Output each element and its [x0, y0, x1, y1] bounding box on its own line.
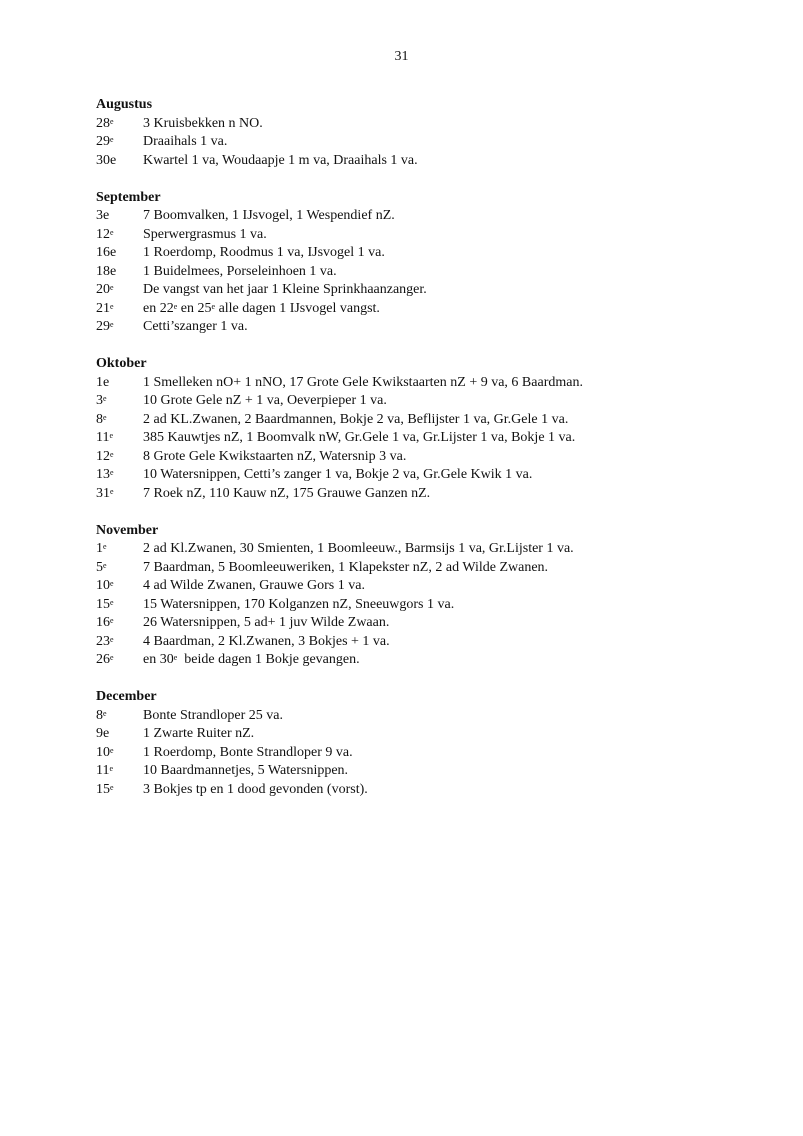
entry-text: 1 Roerdomp, Roodmus 1 va, IJsvogel 1 va. [143, 245, 385, 260]
entry-date [96, 374, 143, 393]
section-augustus [96, 96, 756, 170]
entry-text-suffix: e [211, 301, 216, 311]
log-entry [96, 133, 756, 152]
entry-day-suffix: e [110, 653, 114, 662]
entry-text: 1 Smelleken nO+ 1 nNO, 17 Grote Gele Kwikstaarten nZ + 9 va, 6 Baardman. [143, 374, 583, 390]
entry-day: 31 [96, 485, 110, 501]
entry-date [96, 596, 143, 615]
entry-date [96, 448, 143, 467]
entry-day: 18e [96, 263, 117, 279]
entry-text: 2 ad Kl.Zwanen, 30 Smienten, 1 Boomleeuw., Barmsijs 1 va, Gr.Lijster 1 va. [143, 541, 574, 556]
entry-day: 11 [96, 763, 110, 778]
section-title: September [96, 189, 161, 205]
log-entry [96, 244, 756, 263]
entry-text: Bonte Strandloper 25 va. [143, 707, 283, 723]
entry-day: 1 [96, 541, 103, 556]
entry-day-suffix: e [109, 431, 114, 440]
entry-date [96, 744, 143, 763]
entry-date [96, 651, 143, 670]
entry-date [96, 540, 143, 559]
entry-date [96, 226, 143, 245]
log-entry [96, 466, 756, 485]
entry-text: 1 Roerdomp, Bonte Strandloper 9 va. [143, 744, 353, 760]
entry-text [143, 651, 756, 670]
entry-day: 3e [96, 208, 110, 223]
entry-day: 15 [96, 781, 110, 797]
entry-day: 10 [96, 578, 110, 593]
entry-text-part: en 30 [143, 652, 174, 667]
entry-day-suffix: e [110, 579, 114, 588]
entry-text: 7 Boomvalken, 1 IJsvogel, 1 Wespendief nZ. [143, 208, 395, 223]
log-entry [96, 725, 756, 744]
entry-text-suffix: e [173, 301, 178, 311]
log-entry [96, 596, 756, 615]
entry-date [96, 281, 143, 300]
section-title: December [96, 689, 157, 704]
entry-day: 5 [96, 559, 103, 575]
entry-date [96, 614, 143, 633]
entry-day: 16 [96, 615, 110, 630]
entry-day: 16e [96, 245, 117, 260]
log-entry [96, 318, 756, 337]
log-entry [96, 744, 756, 763]
entry-text-part: en 25 [177, 300, 212, 316]
log-entry [96, 781, 756, 800]
entry-day-suffix: e [110, 320, 114, 329]
entry-day-suffix: e [103, 394, 107, 403]
entry-date [96, 152, 143, 171]
log-entry [96, 374, 756, 393]
entry-text: 4 Baardman, 2 Kl.Zwanen, 3 Bokjes + 1 va. [143, 633, 390, 649]
entry-day: 3 [96, 393, 103, 408]
log-entry [96, 429, 756, 448]
log-entry [96, 448, 756, 467]
entry-text: De vangst van het jaar 1 Kleine Sprinkhaanzanger. [143, 282, 427, 297]
entry-date [96, 633, 143, 652]
entry-day-suffix: e [110, 782, 114, 792]
entry-text: 10 Watersnippen, Cetti’s zanger 1 va, Bokje 2 va, Gr.Gele Kwik 1 va. [143, 467, 533, 482]
entry-text: 7 Roek nZ, 110 Kauw nZ, 175 Grauwe Ganzen nZ. [143, 485, 431, 501]
log-entry [96, 207, 756, 226]
entry-day: 29 [96, 134, 110, 149]
entry-day-suffix: e [110, 227, 114, 237]
log-entry [96, 707, 756, 726]
section-title: Oktober [96, 356, 147, 371]
entry-day: 13 [96, 467, 110, 482]
entry-date [96, 781, 143, 800]
entry-day-suffix: e [109, 764, 114, 773]
entry-date [96, 707, 143, 726]
entry-day: 20 [96, 282, 110, 297]
entry-text: 3 Kruisbekken n NO. [143, 115, 263, 131]
entry-text: 385 Kauwtjes nZ, 1 Boomvalk nW, Gr.Gele 1 va, Gr.Lijster 1 va, Bokje 1 va. [143, 430, 576, 445]
entry-day-suffix: e [110, 745, 114, 755]
entry-text-part: beide dagen 1 Bokje gevangen. [177, 652, 360, 667]
log-entry [96, 411, 756, 430]
section-title: Augustus [96, 97, 153, 112]
entry-text: 10 Grote Gele nZ + 1 va, Oeverpieper 1 va. [143, 393, 387, 408]
entry-date [96, 577, 143, 596]
entry-date [96, 115, 143, 134]
entry-date [96, 485, 143, 504]
document-body [96, 96, 756, 818]
entry-date [96, 429, 143, 448]
entry-text-suffix: e [173, 653, 178, 662]
entry-date [96, 318, 143, 337]
entry-text: 7 Baardman, 5 Boomleeuweriken, 1 Klapekster nZ, 2 ad Wilde Zwanen. [143, 559, 549, 575]
log-entry [96, 614, 756, 633]
entry-date [96, 466, 143, 485]
entry-day: 8 [96, 707, 103, 723]
log-entry [96, 115, 756, 134]
entry-day: 21 [96, 300, 110, 316]
entry-text: Sperwergrasmus 1 va. [143, 226, 267, 242]
entry-day-suffix: e [110, 283, 114, 292]
entry-day: 28 [96, 115, 110, 131]
entry-text: 1 Buidelmees, Porseleinhoen 1 va. [143, 263, 337, 279]
entry-text: Draaihals 1 va. [143, 134, 228, 149]
log-entry [96, 485, 756, 504]
entry-day: 29 [96, 319, 110, 334]
entry-text-part: en 22 [143, 300, 174, 316]
entry-day-suffix: e [103, 708, 107, 718]
entry-day-suffix: e [110, 449, 114, 459]
entry-date [96, 263, 143, 282]
section-oktober [96, 355, 756, 503]
log-entry [96, 152, 756, 171]
log-entry [96, 540, 756, 559]
entry-text [143, 300, 756, 319]
entry-day: 12 [96, 226, 110, 242]
section-november [96, 522, 756, 670]
log-entry [96, 559, 756, 578]
entry-date [96, 300, 143, 319]
entry-text: 4 ad Wilde Zwanen, Grauwe Gors 1 va. [143, 578, 365, 593]
entry-text: 15 Watersnippen, 170 Kolganzen nZ, Sneeuwgors 1 va. [143, 596, 455, 612]
log-entry [96, 577, 756, 596]
log-entry [96, 762, 756, 781]
entry-day-suffix: e [110, 116, 114, 126]
section-title: November [96, 522, 159, 538]
entry-day: 10 [96, 744, 110, 760]
section-september [96, 189, 756, 337]
log-entry [96, 300, 756, 319]
entry-date [96, 207, 143, 226]
entry-text: 2 ad KL.Zwanen, 2 Baardmannen, Bokje 2 va, Beflijster 1 va, Gr.Gele 1 va. [143, 411, 569, 427]
log-entry [96, 633, 756, 652]
entry-day-suffix: e [110, 616, 114, 625]
entry-day: 30e [96, 152, 117, 168]
entry-text: Cetti’szanger 1 va. [143, 319, 248, 334]
entry-text: 3 Bokjes tp en 1 dood gevonden (vorst). [143, 781, 368, 797]
entry-day: 15 [96, 596, 110, 612]
log-entry [96, 263, 756, 282]
entry-day: 23 [96, 633, 110, 649]
entry-day-suffix: e [103, 542, 107, 551]
entry-day-suffix: e [110, 135, 114, 144]
entry-date [96, 411, 143, 430]
entry-day: 12 [96, 448, 110, 464]
entry-text: 8 Grote Gele Kwikstaarten nZ, Watersnip 3 va. [143, 448, 407, 464]
entry-date [96, 725, 143, 744]
entry-day-suffix: e [110, 597, 114, 607]
entry-date [96, 559, 143, 578]
entry-text: 10 Baardmannetjes, 5 Watersnippen. [143, 763, 349, 778]
log-entry [96, 281, 756, 300]
entry-day-suffix: e [110, 301, 114, 311]
entry-day-suffix: e [103, 560, 107, 570]
log-entry [96, 651, 756, 670]
entry-day-suffix: e [103, 412, 107, 422]
entry-text: Kwartel 1 va, Woudaapje 1 m va, Draaihals 1 va. [143, 152, 418, 168]
entry-day: 8 [96, 411, 103, 427]
entry-text-part: alle dagen 1 IJsvogel vangst. [215, 300, 380, 316]
page-number: 31 [394, 49, 409, 64]
entry-text: 26 Watersnippen, 5 ad+ 1 juv Wilde Zwaan. [143, 615, 390, 630]
entry-day-suffix: e [110, 486, 114, 496]
entry-date [96, 133, 143, 152]
entry-day-suffix: e [110, 468, 114, 477]
log-entry [96, 392, 756, 411]
log-entry [96, 226, 756, 245]
entry-day: 11 [96, 430, 110, 445]
entry-text: 1 Zwarte Ruiter nZ. [143, 726, 255, 741]
entry-date [96, 244, 143, 263]
entry-day: 1e [96, 374, 110, 390]
entry-date [96, 762, 143, 781]
entry-day: 26 [96, 652, 110, 667]
entry-day-suffix: e [110, 634, 114, 644]
entry-date [96, 392, 143, 411]
entry-day: 9e [96, 726, 110, 741]
section-december [96, 688, 756, 799]
